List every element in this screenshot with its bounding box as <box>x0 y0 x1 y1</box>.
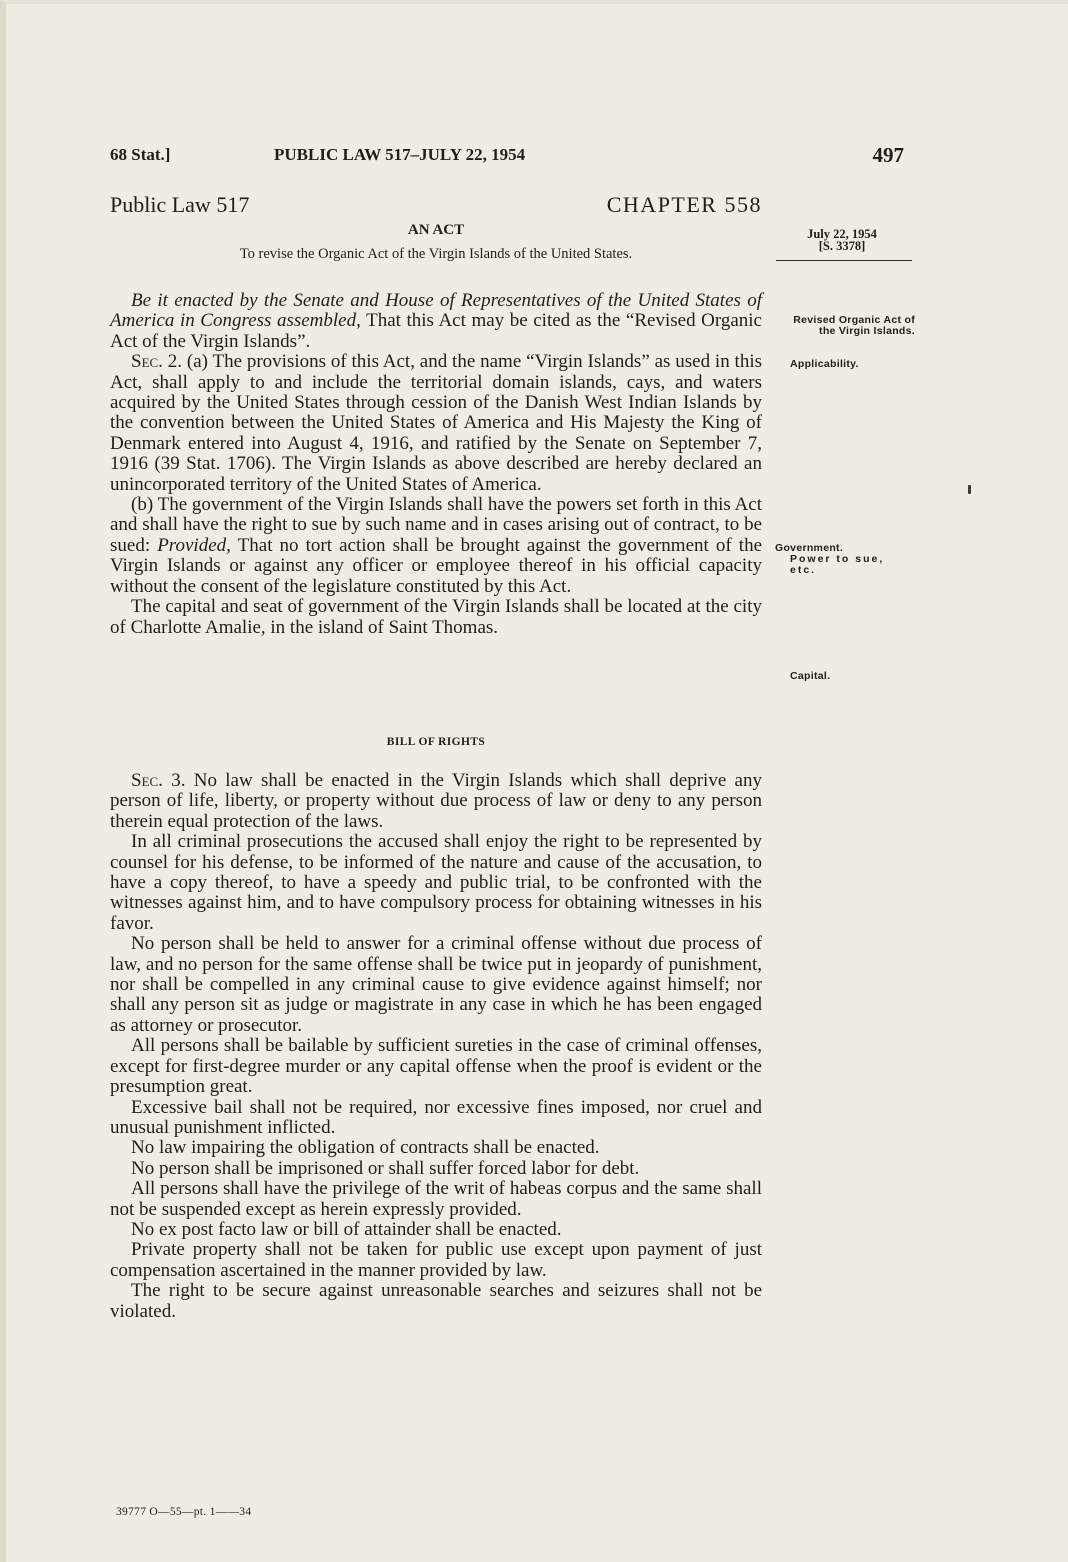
capital-paragraph: The capital and seat of government of the Virgin Islands shall be located at the city of Charlotte Amalie, in the island of Saint Thomas. <box>110 596 762 638</box>
section-3-paragraph-1-text: No law shall be enacted in the Virgin Islands which shall deprive any person of life, liberty, or property without due process of law or deny to any person therein equal protection of the laws. <box>110 770 762 832</box>
section-3-paragraph-7: No person shall be imprisoned or shall suffer forced labor for debt. <box>131 1157 640 1179</box>
section-3-paragraph-2: In all criminal prosecutions the accused shall enjoy the right to be represented by counsel for his defense, to be informed of the nature and cause of the accusation, to have a copy thereof, to have a speedy and public trial, to be confronted with the witnesses against him, and to have compulsory process for obtaining witnesses in his favor. <box>110 831 762 934</box>
section-3-paragraph-9: No ex post facto law or bill of attainder shall be enacted. <box>131 1218 562 1240</box>
section-2b-text-start: (b) The government of the Virgin Islands shall have the powers set forth in this Act and shall have the right to sue by such name and in cases arising out of contract, to be sued: <box>110 494 762 556</box>
side-note-government <box>775 543 910 576</box>
section-3-label: Sec. 3. <box>131 770 186 791</box>
enacting-clause <box>110 291 762 352</box>
side-note-capital: Capital. <box>790 670 831 682</box>
enacting-clause-italic: Be it enacted by the Senate and House of Representatives of the United States of America in Congress assembled, <box>110 290 762 332</box>
margin-divider <box>776 260 912 261</box>
print-code-footer: 39777 O—55—pt. 1——34 <box>116 1506 252 1518</box>
public-law-number: Public Law 517 <box>110 192 250 217</box>
side-note-government-label: Government. <box>775 542 844 554</box>
running-head <box>110 145 904 169</box>
section-2a-text: (a) The provisions of this Act, and the name “Virgin Islands” as used in this Act, shall apply to and include the territorial domain islands, cays, and waters acquired by the United States through cession of the Danish West Indian Islands by the convention between the United States of America and His Majesty the King of Denmark entered into August 4, 1916, and ratified by the Senate on September 7, 1916 (39 Stat. 1706). The Virgin Islands as above described are hereby declared an unincorporated territory of the United States of America. <box>110 351 763 495</box>
margin-date-note <box>772 228 912 252</box>
section-3-paragraph-11: The right to be secure against unreasonable searches and seizures shall not be violated. <box>110 1280 762 1322</box>
law-designation <box>110 192 762 220</box>
enacting-clause-rest: That this Act may be cited as the “Revised Organic Act of the Virgin Islands”. <box>110 310 762 352</box>
section-2b <box>110 495 762 597</box>
page-number: 497 <box>872 143 904 167</box>
section-3-paragraph-1 <box>110 771 762 832</box>
section-3-paragraph-5: Excessive bail shall not be required, nor excessive fines imposed, nor cruel and unusual punishment inflicted. <box>110 1096 762 1138</box>
section-2a <box>110 352 762 495</box>
act-title: AN ACT <box>407 222 465 238</box>
section-3-paragraph-6: No law impairing the obligation of contracts shall be enacted. <box>131 1137 600 1159</box>
section-3-paragraph-4: All persons shall be bailable by sufficient sureties in the case of criminal offenses, except for first-degree murder or any capital offense when the proof is evident or the presumption great. <box>110 1035 762 1098</box>
side-note-revised-organic-act: Revised Organic Act of the Virgin Islands. <box>793 314 915 337</box>
senate-bill-number: [S. 3378] <box>818 239 866 253</box>
section-3-text <box>110 771 762 1322</box>
volume-reference: 68 Stat.] <box>110 145 171 164</box>
side-note-power-to-sue: Power to sue, etc. <box>790 553 885 576</box>
act-purpose: To revise the Organic Act of the Virgin Islands of the United States. <box>239 246 633 262</box>
section-2b-text-end: That no tort action shall be brought against the government of the Virgin Islands or against any officer or employee thereof in his official capacity without the consent of the legislature constituted by this Act. <box>110 534 763 597</box>
section-2b-proviso: Provided, <box>157 534 231 556</box>
section-3-paragraph-3: No person shall be held to answer for a criminal offense without due process of law, and no person for the same offense shall be twice put in jeopardy of punishment, nor shall be compelled in any criminal cause to give evidence against himself; nor shall any person sit as judge or magistrate in any case in which he has been engaged as attorney or prosecutor. <box>110 933 762 1036</box>
ink-speck <box>968 485 971 494</box>
bill-of-rights-heading: BILL OF RIGHTS <box>386 736 486 748</box>
side-note-applicability: Applicability. <box>790 358 859 370</box>
section-1-2-text <box>110 291 762 638</box>
section-3-paragraph-8: All persons shall have the privilege of the writ of habeas corpus and the same shall not be suspended except as herein expressly provided. <box>110 1178 762 1220</box>
enactment-date: July 22, 1954 <box>807 227 877 241</box>
section-2-label: Sec. 2. <box>131 351 183 373</box>
chapter-number: CHAPTER 558 <box>606 192 762 217</box>
section-3-paragraph-10: Private property shall not be taken for public use except upon payment of just compensation ascertained in the manner provided by law. <box>110 1239 762 1281</box>
running-title: PUBLIC LAW 517–JULY 22, 1954 <box>274 145 526 164</box>
